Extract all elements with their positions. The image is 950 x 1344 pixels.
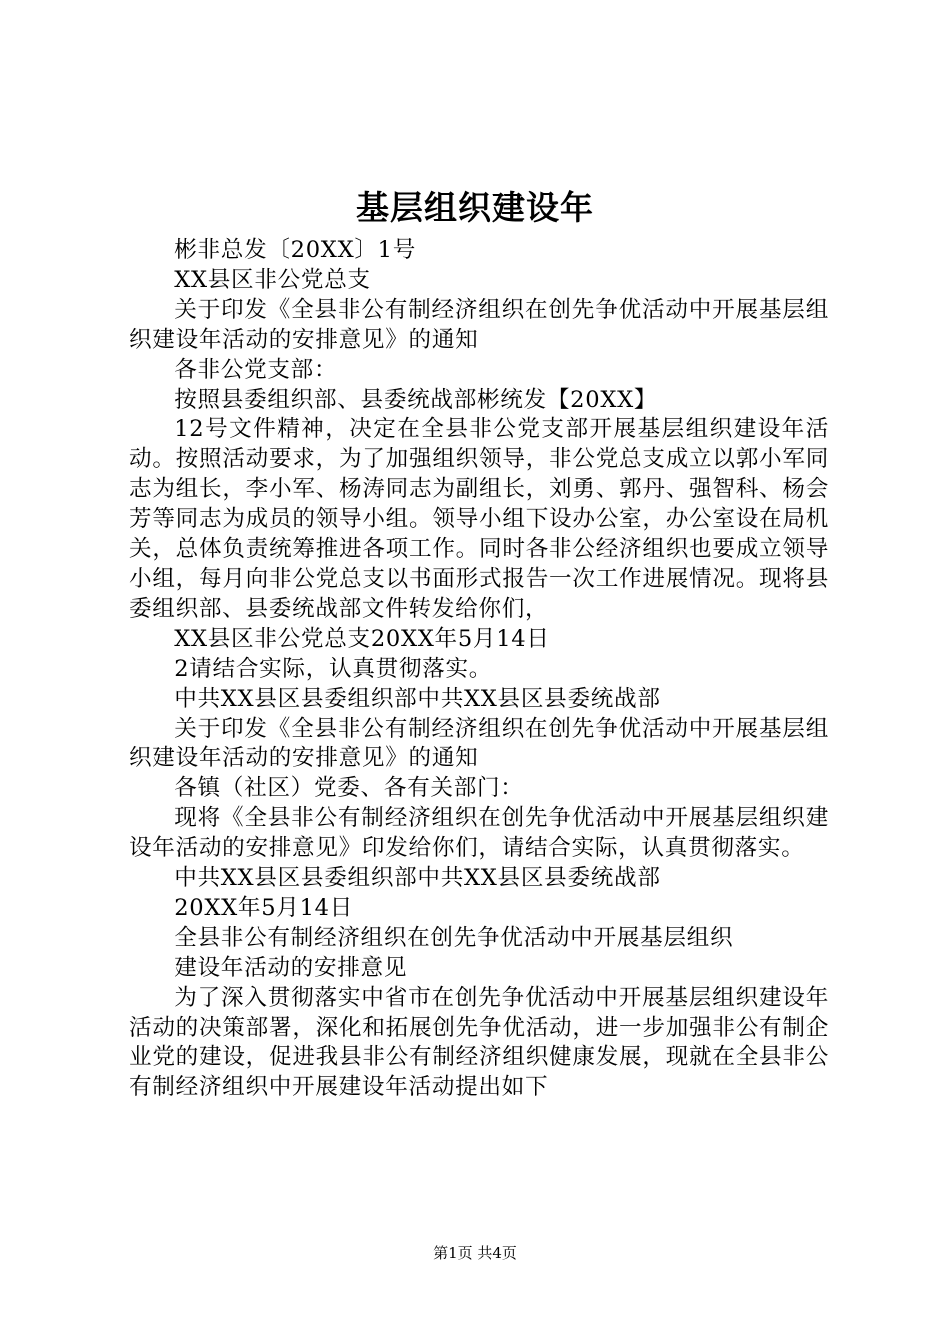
issuer-line: 中共XX县区县委组织部中共XX县区县委统战部 <box>174 685 661 712</box>
signature-date: 20XX年5月14日 <box>174 894 354 921</box>
document-number: 彬非总发〔20XX〕1号 <box>174 237 417 263</box>
body-paragraph: 现将《全县非公有制经济组织在创先争优活动中开展基层组织建设年活动的安排意见》印发给你们，请结合实际，认真贯彻落实。 <box>129 805 829 862</box>
section-heading: 建设年活动的安排意见 <box>174 954 408 981</box>
section-heading: 全县非公有制经济组织在创先争优活动中开展基层组织 <box>174 924 734 951</box>
body-paragraph: 2请结合实际，认真贯彻落实。 <box>174 655 493 682</box>
body-paragraph: 按照县委组织部、县委统战部彬统发【20XX】 <box>174 386 658 413</box>
body-paragraph: 12号文件精神，决定在全县非公党支部开展基层组织建设年活动。按照活动要求，为了加强组织领导，非公党总支成立以郭小军同志为组长，李小军、杨涛同志为副组长，刘勇、郭丹、强智科、杨会芳等同志为成员的领导小组。领导小组下设办公室，办公室设在局机关，总体负责统筹推进各项工作。同时各非公经济组织也要成立领导小组，每月向非公党总支以书面形式报告一次工作进展情况。现将县委组织部、县委统战部文件转发给你们， <box>129 416 829 622</box>
notice-heading: 关于印发《全县非公有制经济组织在创先争优活动中开展基层组织建设年活动的安排意见》的通知 <box>129 296 829 353</box>
signature-date: XX县区非公党总支20XX年5月14日 <box>174 625 550 652</box>
page-footer: 第1页 共4页 <box>433 1244 517 1262</box>
signature-line: 中共XX县区县委组织部中共XX县区县委统战部 <box>174 865 661 892</box>
body-paragraph: 为了深入贯彻落实中省市在创先争优活动中开展基层组织建设年活动的决策部署，深化和拓展创先争优活动，进一步加强非公有制企业党的建设，促进我县非公有制经济组织健康发展，现就在全县非公有制经济组织中开展建设年活动提出如下 <box>129 984 829 1101</box>
document-body <box>129 236 829 1103</box>
salutation: 各非公党支部： <box>174 356 338 383</box>
document-title: 基层组织建设年 <box>356 188 594 227</box>
salutation: 各镇（社区）党委、各有关部门： <box>174 775 524 802</box>
issuer-line: XX县区非公党总支 <box>174 266 371 293</box>
notice-heading: 关于印发《全县非公有制经济组织在创先争优活动中开展基层组织建设年活动的安排意见》的通知 <box>129 715 829 772</box>
